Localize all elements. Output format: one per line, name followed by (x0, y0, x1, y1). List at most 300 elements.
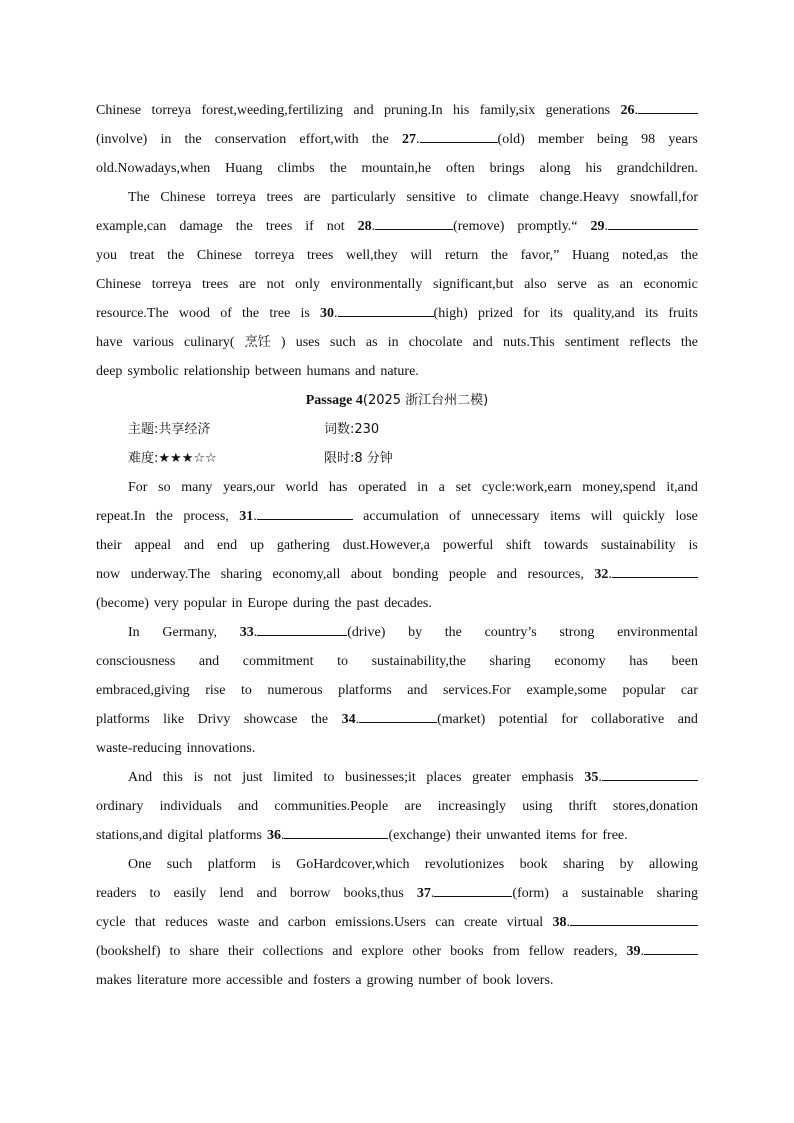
blank-number: 36 (266, 828, 281, 843)
word: commitment (242, 654, 314, 669)
word: culinary( (184, 335, 235, 350)
blank-dot: . (371, 219, 376, 234)
word: revolutionizes (424, 857, 505, 872)
blank-dot: . (566, 915, 570, 930)
word: limited (273, 770, 313, 785)
text-line (96, 792, 698, 821)
word: readers (96, 886, 137, 901)
word: for (581, 828, 598, 843)
passage-meta-row-2 (96, 444, 698, 473)
word: has (328, 480, 348, 495)
word: very (153, 596, 179, 611)
word: Europe (247, 596, 288, 611)
word: communities.People (274, 799, 389, 814)
word: accessible (226, 973, 283, 988)
word: individuals (159, 799, 222, 814)
word: and (472, 335, 493, 350)
text-line (96, 850, 698, 879)
word: generations (545, 103, 611, 118)
blank-dot: . (253, 625, 258, 640)
word: number (418, 973, 462, 988)
word-hint: (exchange) (388, 828, 451, 843)
word: his (585, 161, 602, 176)
word: platforms (96, 712, 150, 727)
word: sustainability (601, 538, 676, 553)
blank-item (553, 908, 699, 937)
word: sharing (656, 886, 698, 901)
word: collections (262, 944, 324, 959)
blank-item (620, 96, 698, 125)
word: showcase (243, 712, 298, 727)
word: as (597, 277, 610, 292)
passage-4-source: (2025 浙江台州二模) (362, 393, 489, 408)
word: economy,all (272, 567, 341, 582)
word: sharing (220, 567, 262, 582)
word: an (619, 277, 633, 292)
word: Chinese (196, 248, 243, 263)
word: set (455, 480, 472, 495)
answer-blank[interactable] (284, 821, 388, 839)
word: create (463, 915, 498, 930)
word: (involve) (96, 132, 148, 147)
blank-dot: . (280, 828, 285, 843)
word: gathering (276, 538, 330, 553)
word: during (292, 596, 330, 611)
word: mountain,he (361, 161, 432, 176)
word: various (132, 335, 174, 350)
word: of (466, 973, 478, 988)
word: to (337, 654, 348, 669)
word: nuts.This (502, 335, 555, 350)
text-line (96, 502, 698, 531)
word: numerous (267, 683, 323, 698)
text-line (96, 560, 698, 589)
word: torreya (216, 190, 256, 205)
blank-number: 32 (594, 567, 609, 582)
word-hint: (drive) (347, 625, 386, 640)
blank-number: 28 (357, 219, 372, 234)
text-line (96, 734, 698, 763)
word: collaborative (591, 712, 665, 727)
word: and (677, 712, 698, 727)
word: particularly (331, 190, 396, 205)
text-line (96, 705, 698, 734)
word: consciousness (96, 654, 176, 669)
word: in (417, 480, 428, 495)
text-line (96, 154, 698, 183)
word: to (323, 770, 335, 785)
blank-item (320, 299, 468, 328)
text-line (96, 531, 698, 560)
passage-meta-row-1 (96, 415, 698, 444)
passage-3-tail (96, 96, 698, 386)
word: fosters (313, 973, 351, 988)
word: environmentally (330, 277, 423, 292)
text-line (96, 473, 698, 502)
word: the (329, 161, 347, 176)
answer-blank[interactable] (257, 502, 353, 520)
word: are (404, 799, 422, 814)
word-hint: (form) (512, 886, 549, 901)
word: Chinese (160, 190, 206, 205)
word: of (220, 306, 232, 321)
word: climate (487, 190, 529, 205)
word: using (522, 799, 553, 814)
word: significant,but (433, 277, 514, 292)
word: from (492, 944, 520, 959)
word: and (496, 567, 517, 582)
blank-item (358, 212, 505, 241)
blank-dot: . (355, 712, 360, 727)
word: and (332, 944, 353, 959)
blank-number: 34 (341, 712, 356, 727)
word: dust.However,a (342, 538, 430, 553)
word: end (216, 538, 238, 553)
word: rise (205, 683, 226, 698)
blank-number: 26 (620, 103, 635, 118)
answer-blank[interactable] (338, 299, 434, 317)
blank-dot: . (634, 103, 638, 118)
text-line (96, 763, 698, 792)
word: torreya (254, 248, 295, 263)
word: old.Nowadays,when (96, 161, 211, 176)
word: that (134, 915, 156, 930)
word: up (250, 538, 264, 553)
answer-blank[interactable] (420, 125, 498, 143)
paragraph (96, 473, 698, 618)
word: a (562, 886, 569, 901)
text-line (96, 212, 698, 241)
blank-dot: . (334, 306, 338, 321)
word: uses (295, 335, 320, 350)
word: about (350, 567, 382, 582)
blank-item (342, 705, 486, 734)
word: trees (265, 219, 293, 234)
word: thrift (568, 799, 597, 814)
word: waste-reducing (96, 741, 182, 756)
word: sustainable (581, 886, 644, 901)
word: is (193, 770, 204, 785)
word-hint: (old) (497, 132, 525, 147)
word: and (237, 799, 259, 814)
word: snowfall,for (629, 190, 698, 205)
word: its (644, 306, 659, 321)
word: more (192, 973, 222, 988)
word: cycle (96, 915, 126, 930)
blank-number: 37 (416, 886, 431, 901)
word: Drivy (197, 712, 231, 727)
word: fruits (668, 306, 698, 321)
word: quality,and (573, 306, 635, 321)
word: pruning.In (383, 103, 443, 118)
word: the (334, 596, 352, 611)
word: reflects (629, 335, 671, 350)
blank-item (594, 560, 698, 589)
word: tree (269, 306, 291, 321)
word: is (300, 306, 310, 321)
word: and (183, 538, 205, 553)
text-line (96, 937, 698, 966)
word: and (353, 103, 374, 118)
answer-blank[interactable] (359, 705, 437, 723)
blank-dot: . (430, 886, 435, 901)
text-line (96, 879, 698, 908)
word: in (231, 596, 243, 611)
word: lend (219, 886, 244, 901)
word: economy (554, 654, 606, 669)
word: is (271, 857, 281, 872)
word: torreya (151, 277, 192, 292)
word-hint: (high) (433, 306, 468, 321)
word: popular (183, 596, 227, 611)
text-line (96, 328, 698, 357)
word: stores,donation (612, 799, 698, 814)
blank-dot: . (416, 132, 420, 147)
word: Huang (571, 248, 610, 263)
text-line (96, 589, 698, 618)
word: and (198, 654, 220, 669)
word: by (408, 625, 423, 640)
answer-blank[interactable] (638, 96, 698, 114)
word: effort,with (299, 132, 359, 147)
word: the (680, 248, 698, 263)
word: the (490, 248, 508, 263)
blank-dot: . (608, 567, 612, 582)
word: between (254, 364, 302, 379)
answer-blank[interactable] (375, 212, 453, 230)
word: many (181, 480, 213, 495)
blank-number: 38 (552, 915, 567, 930)
word: been (671, 654, 698, 669)
word: torreya (151, 103, 192, 118)
word: by (619, 857, 634, 872)
blank-item (626, 937, 698, 966)
word: decades. (384, 596, 432, 611)
word: carbon (287, 915, 326, 930)
topic-label: 主题:共享经济 (128, 422, 211, 437)
word: now (96, 567, 121, 582)
word: climbs (277, 161, 315, 176)
word: to (240, 683, 252, 698)
blank-number: 35 (584, 770, 599, 785)
word: ordinary (96, 799, 144, 814)
word: forest,weeding,fertilizing (201, 103, 343, 118)
word: past (356, 596, 380, 611)
passage-4-body (96, 473, 698, 995)
word-hint: (remove) (453, 219, 505, 234)
word: stations,and (96, 828, 163, 843)
word: items (545, 828, 577, 843)
blank-number: 30 (320, 306, 335, 321)
word: the (371, 132, 389, 147)
word: like (163, 712, 185, 727)
word: appeal (134, 538, 172, 553)
word: the (184, 132, 202, 147)
word: emissions.Users (335, 915, 426, 930)
text-line (96, 241, 698, 270)
word: The (128, 190, 150, 205)
word: symbolic (127, 364, 179, 379)
word: and (258, 915, 279, 930)
word: book (519, 857, 548, 872)
word: relationship (183, 364, 250, 379)
word: in (387, 335, 399, 350)
word: years (668, 132, 698, 147)
word: waste (217, 915, 250, 930)
answer-blank[interactable] (608, 212, 698, 230)
word: reduces (165, 915, 208, 930)
word: a (355, 973, 362, 988)
word: only (295, 277, 321, 292)
word: books,thus (343, 886, 404, 901)
answer-blank[interactable] (612, 560, 698, 578)
word: accumulation (363, 509, 439, 524)
word: change.Heavy (539, 190, 620, 205)
word: have (96, 335, 123, 350)
word: quickly (622, 509, 665, 524)
word: the (444, 625, 462, 640)
word: other (412, 944, 442, 959)
word: makes (96, 973, 132, 988)
word: so (158, 480, 171, 495)
word: emphasis (521, 770, 574, 785)
paragraph (96, 763, 698, 850)
answer-blank[interactable] (644, 937, 698, 955)
word: deep (96, 364, 123, 379)
word: member (537, 132, 584, 147)
word: has (629, 654, 648, 669)
word: is (688, 538, 698, 553)
word: the (155, 509, 173, 524)
word: and (287, 973, 309, 988)
word: example,some (526, 683, 608, 698)
word: and (407, 683, 428, 698)
word: sustainability,the (371, 654, 466, 669)
word: country’s (484, 625, 537, 640)
word: also (524, 277, 547, 292)
word: wood (178, 306, 210, 321)
blank-dot: . (640, 944, 644, 959)
blank-item (417, 879, 549, 908)
word: readers, (573, 944, 618, 959)
word: the (242, 306, 260, 321)
word: if (305, 219, 314, 234)
word: the (310, 712, 329, 727)
word: businesses;it (344, 770, 416, 785)
word: bonding (392, 567, 439, 582)
word: platforms (208, 828, 262, 843)
word: borrow (289, 886, 331, 901)
word: return (444, 248, 479, 263)
word: greater (472, 770, 511, 785)
word: a (438, 480, 445, 495)
word: virtual (506, 915, 544, 930)
word: services.For (442, 683, 512, 698)
word: resource.The (96, 306, 169, 321)
word: process, (183, 509, 229, 524)
word: Chinese (96, 277, 142, 292)
passage-4-title: Passage 4 (305, 393, 363, 408)
word: trees (201, 277, 229, 292)
answer-blank[interactable] (434, 879, 512, 897)
word: (become) (96, 596, 149, 611)
word: strong (559, 625, 595, 640)
word: operated (358, 480, 407, 495)
word: to (169, 944, 181, 959)
answer-blank[interactable] (570, 908, 698, 926)
word: share (189, 944, 219, 959)
blank-number: 29 (590, 219, 605, 234)
word: the (235, 219, 253, 234)
word: allowing (648, 857, 698, 872)
word: nature. (380, 364, 419, 379)
word: treat (129, 248, 155, 263)
answer-blank[interactable] (257, 618, 347, 636)
word: are (303, 190, 321, 205)
word: lose (675, 509, 698, 524)
word: not (266, 277, 285, 292)
word: such (166, 857, 193, 872)
word: explore (361, 944, 404, 959)
word: sensitive (406, 190, 456, 205)
word: free. (602, 828, 628, 843)
paragraph (96, 618, 698, 763)
word: for (561, 712, 578, 727)
blank-item (584, 763, 698, 792)
text-line (96, 821, 698, 850)
text-line (96, 183, 698, 212)
word: promptly.“ (517, 219, 578, 234)
word: books (450, 944, 484, 959)
blank-number: 27 (402, 132, 417, 147)
word: years,our (223, 480, 275, 495)
word: Chinese (96, 103, 142, 118)
word: to (149, 886, 161, 901)
chinese-gloss: 烹饪 (244, 335, 271, 350)
word: book (482, 973, 511, 988)
word: One (128, 857, 152, 872)
word: will (410, 248, 433, 263)
word: well,they (346, 248, 398, 263)
word: you (96, 248, 117, 263)
word: embraced,giving (96, 683, 190, 698)
word: their (96, 538, 122, 553)
word: prized (477, 306, 513, 321)
word: just (242, 770, 263, 785)
text-line (96, 618, 698, 647)
word: such (330, 335, 356, 350)
word: economic (643, 277, 698, 292)
word: 98 (641, 132, 656, 147)
word: damage (179, 219, 223, 234)
answer-blank[interactable] (602, 763, 698, 781)
word: GoHardcover,which (296, 857, 410, 872)
word: noted,as (621, 248, 669, 263)
word: platform (207, 857, 256, 872)
word: money,spend (582, 480, 656, 495)
word: its (549, 306, 563, 321)
word: along (539, 161, 571, 176)
word: their (455, 828, 482, 843)
word: platforms (338, 683, 392, 698)
word: lovers. (515, 973, 554, 988)
blank-dot: . (604, 219, 608, 234)
word: easily (173, 886, 207, 901)
word: chocolate (408, 335, 463, 350)
word: favor,” (520, 248, 560, 263)
text-line (96, 966, 698, 995)
word: underway.The (130, 567, 211, 582)
